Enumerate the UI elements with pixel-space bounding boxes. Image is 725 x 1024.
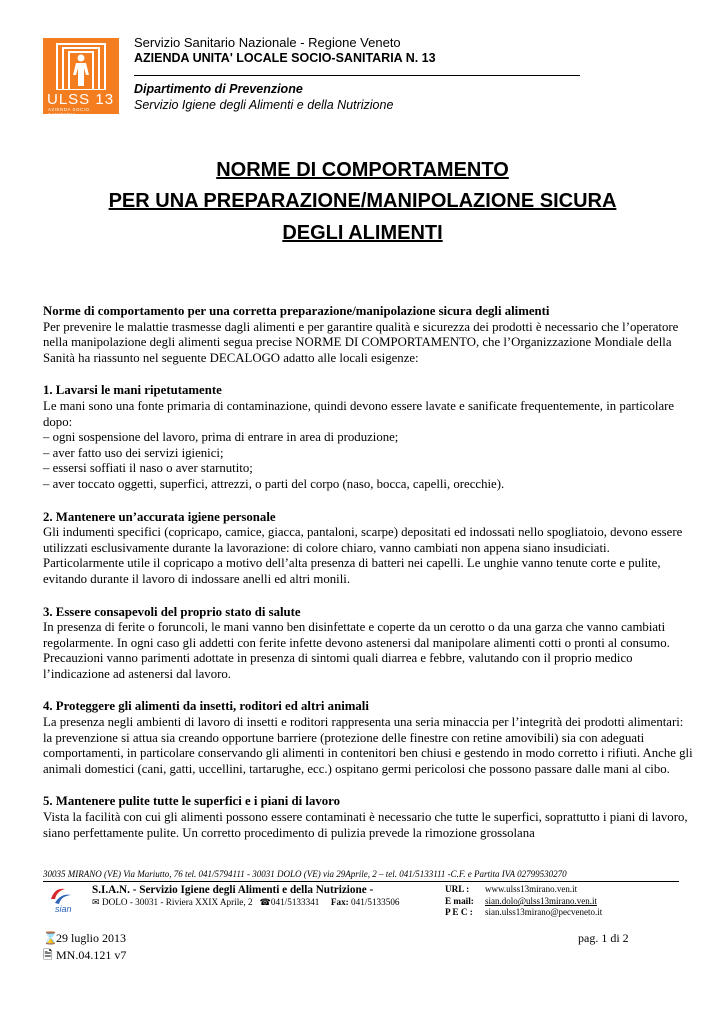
footer-pec-label: P E C : — [445, 907, 473, 917]
footer-doc-code: MN.04.121 v7 — [56, 948, 127, 962]
section-text: Le mani sono una fonte primaria di contaminazione, quindi devono essere lavate e sanificate frequentemente, in particolare dopo: — [43, 398, 675, 429]
footer-email-link[interactable]: sian.dolo@ulss13mirano.ven.it — [485, 896, 598, 906]
header-department: Dipartimento di Prevenzione — [134, 82, 303, 96]
footer-url-link[interactable]: www.ulss13mirano.ven.it — [485, 884, 578, 894]
sian-logo-icon — [47, 885, 83, 915]
footer-pec-value: sian.ulss13mirano@pecveneto.it — [485, 907, 603, 917]
footer-dolo-address: DOLO - 30031 - Riviera XXIX Aprile, 2 — [102, 897, 253, 907]
footer-date-row — [43, 931, 126, 946]
footer-sian: S.I.A.N. - Servizio Igiene degli Alimenti e della Nutrizione - — [92, 884, 374, 896]
envelope-icon: ✉ — [92, 897, 100, 907]
logo-text: ULSS 13 — [47, 91, 115, 108]
intro-text: Per prevenire le malattie trasmesse dagli alimenti e per garantire qualità e sicurezza dei prodotti è necessario che l’operatore nella manipolazione degli alimenti segua precise NORME DI COMPORTAMENTO, che l’Organizzazione Mondiale della Sanità ha riassunto nel seguente DECALOGO adatto alle locali esigenze: — [43, 319, 679, 365]
ulss-logo — [43, 38, 119, 117]
footer-dolo-contacts — [92, 897, 400, 908]
footer-email-label: E mail: — [445, 896, 474, 906]
section-heading: 4. Proteggere gli alimenti da insetti, roditori ed altri animali — [43, 699, 369, 714]
footer-code-row — [43, 946, 126, 967]
hourglass-icon: ⌛ — [43, 931, 58, 945]
list-item: – aver toccato oggetti, superfici, attrezzi, o parti del corpo (naso, bocca, capelli, orecchie). — [43, 476, 505, 491]
phone-icon: ☎ — [259, 897, 271, 907]
footer-fax: 041/5133506 — [351, 897, 400, 907]
header-service: Servizio Igiene degli Alimenti e della Nutrizione — [134, 98, 394, 112]
logo-subtext: AZIENDA SOCIO SANITARIA — [48, 107, 90, 117]
list-item: – essersi soffiati il naso o aver starnutito; — [43, 461, 253, 476]
section-text: Gli indumenti specifici (copricapo, camice, giacca, pantaloni, scarpe) depositati ed indossati nello spogliatoio, devono essere utilizzati esclusivamente durante la lavorazione: di colore chiaro, vanno cambiati non appena siano insudiciati. Particolarmente utile il copricapo a motivo dell’alta presenza di batteri nei capelli. Le unghie vanno tenute corte e pulite, evitando durante il lavoro di indossare anelli ed altri monili. — [43, 525, 683, 586]
footer-fax-label: Fax: — [330, 897, 349, 907]
section-text: In presenza di ferite o foruncoli, le mani vanno ben disinfettate e coperte da un cerotto o da una garza che vanno cambiati regolarmente. In ogni caso gli addetti con ferite infette devono astenersi dal manipolare alimenti cotti o pronti al consumo. — [43, 620, 670, 650]
document-icon: 🗎 — [43, 948, 53, 962]
list-item: – ogni sospensione del lavoro, prima di entrare in area di produzione; — [43, 430, 399, 445]
list-item: – aver fatto uso dei servizi igienici; — [43, 445, 224, 460]
section-heading: 3. Essere consapevoli del proprio stato di salute — [43, 604, 301, 619]
section-text: Vista la facilità con cui gli alimenti possono essere contaminati è necessario che tutte le superfici, soprattutto i piani di lavoro, siano perfettamente pulite. Un corretto procedimento di pulizia prevede la rimozione grossolana — [43, 810, 688, 840]
intro-heading: Norme di comportamento per una corretta preparazione/manipolazione sicura degli alimenti — [43, 304, 550, 318]
section-heading: 5. Mantenere pulite tutte le superfici e i piani di lavoro — [43, 794, 341, 809]
doc-title-line2: PER UNA PREPARAZIONE/MANIPOLAZIONE SICURA — [108, 190, 617, 212]
footer-date: 29 luglio 2013 — [56, 931, 127, 945]
header-divider — [134, 75, 580, 76]
page-number: pag. 1 di 2 — [578, 931, 629, 945]
doc-title-line1: NORME DI COMPORTAMENTO — [216, 159, 509, 181]
footer-tel: 041/5133341 — [270, 897, 320, 907]
section-heading: 1. Lavarsi le mani ripetutamente — [43, 383, 222, 398]
header-line1: Servizio Sanitario Nazionale - Regione Veneto — [134, 35, 401, 50]
section-text: Precauzioni vanno parimenti adottate in presenza di sintomi quali diarrea e febbre, valutando con il proprio medico l’indicazione ad astenersi dal lavoro. — [43, 651, 633, 681]
section-heading: 2. Mantenere un’accurata igiene personale — [43, 509, 276, 524]
document-body — [43, 304, 693, 841]
doc-title-line3: DEGLI ALIMENTI — [282, 222, 443, 244]
section-text: La presenza negli ambienti di lavoro di insetti e roditori rappresenta una seria minaccia per l’integrità dei prodotti alimentari: la prevenzione si attua sia creando opportune barriere (protezione delle finestre con retine amovibili) sia con adeguati comportamenti, in particolare conservando gli alimenti in contenitori ben chiusi e gestendo in modo corretto i rifiuti. Anche gli animali domestici (cani, gatti, uccellini, tartarughe, ecc.) ospitano germi pericolosi che possono passare dalle mani al cibo. — [43, 715, 693, 776]
header-line2: AZIENDA UNITA' LOCALE SOCIO-SANITARIA N. 13 — [134, 51, 436, 65]
footer-url-label: URL : — [445, 884, 470, 894]
svg-text:sian: sian — [55, 904, 72, 914]
footer-address: 30035 MIRANO (VE) Via Mariutto, 76 tel. 041/5794111 - 30031 DOLO (VE) via 29Aprile, 2 – tel. 041/5133111 -C.F. e Partita IVA 02799530270 — [43, 869, 567, 879]
footer-divider — [43, 881, 679, 882]
